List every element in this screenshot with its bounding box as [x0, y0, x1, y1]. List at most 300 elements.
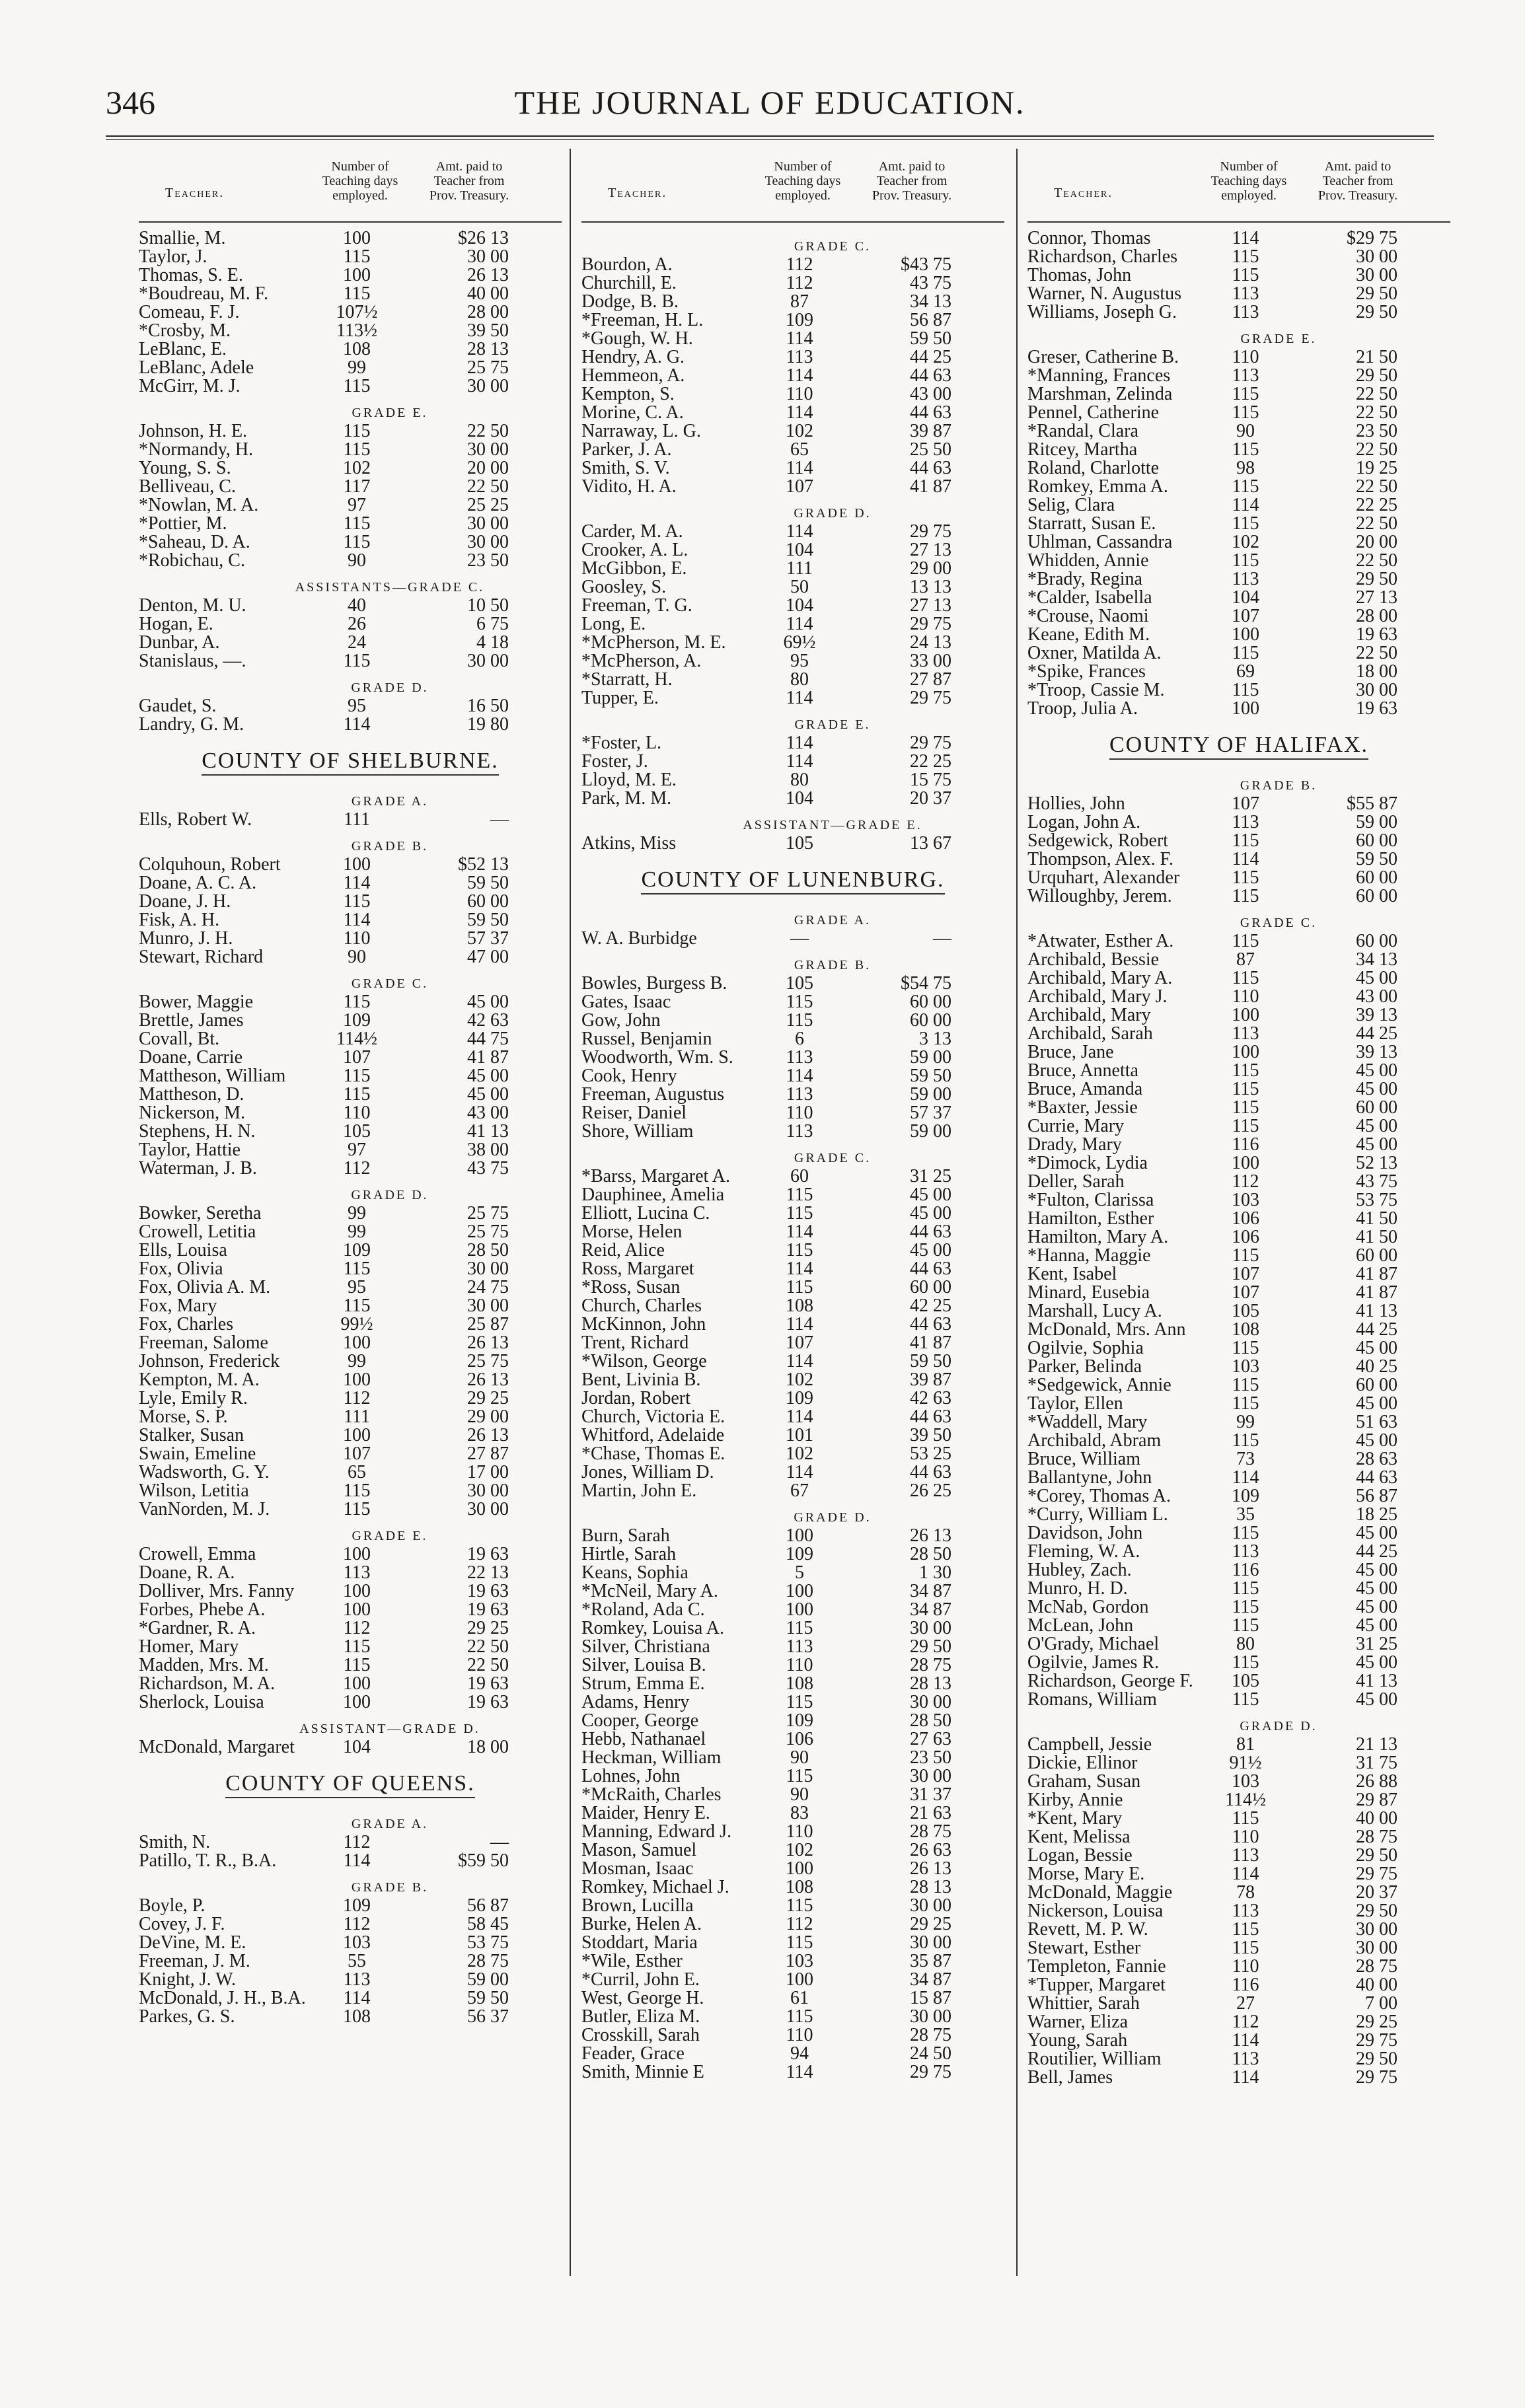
teacher-name: *Chase, Thomas E.: [581, 1443, 725, 1464]
teaching-days: 91½: [1229, 1753, 1262, 1773]
grade-heading: GRADE B.: [351, 1880, 429, 1895]
amount-paid: —: [490, 1832, 509, 1852]
table-row: [581, 1315, 1004, 1334]
teacher-name: LeBlanc, E.: [139, 339, 227, 359]
amount-paid: 39 13: [1356, 1005, 1397, 1025]
teacher-name: Dauphinee, Amelia: [581, 1185, 725, 1205]
table-row: [139, 1085, 562, 1104]
table-row: [139, 1482, 562, 1500]
amount-paid: 28 00: [467, 302, 509, 322]
teaching-days: 114: [1232, 1864, 1259, 1884]
teacher-name: Butler, Eliza M.: [581, 2006, 700, 2027]
teacher-name: *Barss, Margaret A.: [581, 1166, 730, 1186]
table-row: [1027, 1524, 1450, 1543]
teaching-days: 114: [786, 1406, 813, 1427]
teacher-name: *Crosby, M.: [139, 320, 231, 341]
amount-paid: 19 63: [467, 1581, 509, 1601]
amount-paid: 26 13: [467, 1369, 509, 1390]
teacher-name: Landry, G. M.: [139, 714, 244, 735]
teacher-name: Whitford, Adelaide: [581, 1425, 725, 1445]
amount-paid: 23 50: [910, 1747, 951, 1768]
teaching-days: 115: [343, 992, 371, 1012]
teacher-name: Lohnes, John: [581, 1766, 681, 1786]
amount-paid: 52 13: [1356, 1153, 1397, 1173]
teaching-days: 87: [1236, 949, 1255, 970]
teacher-name: Jordan, Robert: [581, 1388, 690, 1408]
teacher-name: Dickie, Ellinor: [1027, 1753, 1138, 1773]
teaching-days: 109: [343, 1010, 371, 1031]
teaching-days: 108: [343, 339, 371, 359]
teaching-days: 100: [1232, 698, 1259, 719]
teaching-days: 115: [343, 421, 371, 441]
grade-heading: GRADE B.: [351, 839, 429, 854]
teaching-days: 107: [1232, 1282, 1259, 1303]
teaching-days: 114: [786, 328, 813, 349]
teaching-days: 115: [786, 1010, 813, 1031]
teacher-name: *Dimock, Lydia: [1027, 1153, 1148, 1173]
table-row: [1027, 1265, 1450, 1284]
table-row: [581, 560, 1004, 578]
teacher-name: Taylor, Ellen: [1027, 1393, 1123, 1414]
teaching-days: 110: [786, 1655, 813, 1675]
amount-paid: 60 00: [1356, 867, 1397, 888]
table-row: [581, 1767, 1004, 1786]
amount-paid: 22 50: [1356, 550, 1397, 571]
teaching-days: 115: [786, 2006, 813, 2027]
teaching-days: 114: [786, 365, 813, 386]
table-row: [139, 1278, 562, 1297]
teacher-name: Heckman, William: [581, 1747, 722, 1768]
teacher-name: Park, M. M.: [581, 788, 672, 809]
amount-paid: 28 75: [910, 1655, 951, 1675]
teacher-name: Narraway, L. G.: [581, 421, 701, 441]
teacher-name: Stanislaus, —.: [139, 651, 246, 671]
teaching-days: 115: [343, 1499, 371, 1519]
table-row: [581, 1297, 1004, 1315]
amount-paid: 45 00: [910, 1185, 951, 1205]
teacher-name: Reiser, Daniel: [581, 1103, 687, 1123]
amount-paid: 30 00: [910, 1618, 951, 1638]
teaching-days: 73: [1236, 1449, 1255, 1469]
teaching-days: 81: [1236, 1734, 1255, 1755]
teaching-days: 107: [786, 1332, 813, 1353]
teacher-name: Covall, Bt.: [139, 1029, 220, 1049]
teacher-name: Hamilton, Esther: [1027, 1208, 1154, 1229]
table-row: [139, 1638, 562, 1656]
table-row: [139, 422, 562, 441]
table-row: [1027, 1809, 1450, 1828]
teacher-name: *Wilson, George: [581, 1351, 707, 1371]
teaching-days: 115: [1232, 246, 1259, 267]
amount-paid: 44 63: [910, 1462, 951, 1482]
table-row: [139, 1971, 562, 1989]
grade-heading: GRADE C.: [351, 976, 429, 991]
table-row: [1027, 1080, 1450, 1099]
amount-paid: 6 75: [476, 614, 509, 634]
amount-paid: 24 50: [910, 2043, 951, 2064]
teaching-days: 115: [786, 1766, 813, 1786]
amount-paid: 41 87: [910, 476, 951, 497]
teacher-name: Archibald, Mary: [1027, 1005, 1151, 1025]
table-row: [1027, 813, 1450, 832]
amount-paid: 45 00: [1356, 1597, 1397, 1617]
teaching-days: 116: [1232, 1975, 1259, 1995]
amount-paid: 39 50: [910, 1425, 951, 1445]
table-row: [581, 1204, 1004, 1223]
teaching-days: 104: [786, 540, 813, 560]
teaching-days: 113: [786, 1121, 813, 1142]
table-row: [581, 2008, 1004, 2026]
teaching-days: 115: [343, 651, 371, 671]
teaching-days: 61: [790, 1988, 809, 2008]
table-row: [139, 652, 562, 671]
table-row: [139, 1952, 562, 1971]
table-row: [1027, 1994, 1450, 2013]
teaching-days: 100: [343, 854, 371, 875]
header-amount-line: Prov. Treasury.: [1318, 188, 1398, 203]
amount-paid: 45 00: [1356, 968, 1397, 988]
teacher-name: Hemmeon, A.: [581, 365, 685, 386]
teacher-name: Archibald, Mary A.: [1027, 968, 1173, 988]
table-row: [1027, 2050, 1450, 2068]
amount-paid: 30 00: [467, 532, 509, 552]
teacher-name: Freeman, Salome: [139, 1332, 268, 1353]
amount-paid: 24 75: [467, 1277, 509, 1297]
teacher-name: Silver, Christiana: [581, 1636, 710, 1657]
table-row: [581, 1582, 1004, 1601]
teaching-days: 110: [343, 1103, 371, 1123]
teaching-days: 98: [1236, 458, 1255, 478]
teaching-days: 115: [1232, 1652, 1259, 1673]
table-row: [1027, 266, 1450, 285]
teaching-days: 95: [348, 1277, 366, 1297]
amount-paid: 30 00: [910, 1692, 951, 1712]
teacher-name: Keans, Sophia: [581, 1562, 688, 1583]
grade-heading: GRADE E.: [352, 406, 428, 420]
teacher-name: Davidson, John: [1027, 1523, 1143, 1543]
amount-paid: 60 00: [1356, 1245, 1397, 1266]
teaching-days: 109: [786, 1388, 813, 1408]
table-row: [1027, 795, 1450, 813]
teaching-days: 101: [786, 1425, 813, 1445]
teaching-days: 90: [1236, 421, 1255, 441]
teacher-name: *Brady, Regina: [1027, 569, 1142, 589]
amount-paid: 45 00: [467, 992, 509, 1012]
teacher-name: Morse, Helen: [581, 1222, 683, 1242]
amount-paid: 27 87: [467, 1443, 509, 1464]
teaching-days: 115: [1232, 384, 1259, 404]
teaching-days: 111: [344, 1406, 370, 1427]
table-row: [581, 1749, 1004, 1767]
teaching-days: 108: [786, 1673, 813, 1694]
amount-paid: 44 25: [910, 347, 951, 367]
teaching-days: 113: [786, 1084, 813, 1105]
teacher-name: Smith, S. V.: [581, 458, 670, 478]
teaching-days: 113: [1232, 283, 1259, 304]
teacher-name: *McNeil, Mary A.: [581, 1581, 718, 1601]
grade-heading: GRADE A.: [351, 1817, 429, 1831]
teaching-days: 100: [786, 1581, 813, 1601]
teaching-days: 115: [786, 1895, 813, 1916]
table-row: [581, 1693, 1004, 1712]
teaching-days: 109: [343, 1240, 371, 1260]
column-header: [581, 149, 1004, 223]
teacher-name: *Baxter, Jessie: [1027, 1097, 1138, 1118]
table-row: [139, 715, 562, 734]
table-row: [1027, 1302, 1450, 1321]
amount-paid: 34 13: [910, 291, 951, 312]
teacher-name: Thomas, John: [1027, 265, 1132, 285]
amount-paid: 45 00: [910, 1240, 951, 1260]
table-row: [1027, 459, 1450, 478]
amount-paid: 40 25: [1356, 1356, 1397, 1377]
grade-heading: GRADE B.: [794, 958, 872, 972]
table-row: [1027, 1883, 1450, 1902]
teaching-days: 117: [343, 476, 371, 497]
teaching-days: 114: [786, 2062, 813, 2082]
teacher-name: *Robichau, C.: [139, 550, 245, 571]
amount-paid: 22 50: [1356, 513, 1397, 534]
amount-paid: 13 67: [910, 833, 951, 854]
table-row: [139, 1352, 562, 1371]
teaching-days: 114: [343, 714, 371, 735]
teaching-days: 115: [1232, 1938, 1259, 1958]
table-row: [581, 2026, 1004, 2045]
grade-heading: ASSISTANTS—GRADE C.: [295, 580, 485, 595]
teaching-days: 115: [343, 891, 371, 912]
teacher-name: *Freeman, H. L.: [581, 310, 704, 330]
teacher-name: Johnson, H. E.: [139, 421, 248, 441]
amount-paid: 22 50: [467, 421, 509, 441]
teaching-days: 115: [1232, 513, 1259, 534]
teacher-name: Comeau, F. J.: [139, 302, 240, 322]
table-row: [581, 578, 1004, 597]
header-days-line: Teaching days: [764, 174, 841, 188]
teaching-days: 110: [1232, 1956, 1259, 1977]
table-row: [1027, 1920, 1450, 1939]
amount-paid: 41 13: [467, 1121, 509, 1142]
amount-paid: 22 50: [467, 476, 509, 497]
table-row: [139, 874, 562, 893]
teacher-name: *Curry, William L.: [1027, 1504, 1168, 1525]
teacher-name: Dolliver, Mrs. Fanny: [139, 1581, 295, 1601]
amount-paid: 29 87: [1356, 1790, 1397, 1810]
teaching-days: 116: [1232, 1560, 1259, 1580]
amount-paid: 41 13: [1356, 1671, 1397, 1691]
header-teacher: Teacher.: [608, 186, 667, 200]
amount-paid: 15 87: [910, 1988, 951, 2008]
teacher-name: Ritcey, Martha: [1027, 439, 1138, 460]
teaching-days: 115: [1232, 1578, 1259, 1599]
amount-paid: 28 13: [910, 1673, 951, 1694]
teaching-days: 114: [786, 402, 813, 423]
table-row: [139, 2008, 562, 2026]
teacher-name: Atkins, Miss: [581, 833, 677, 854]
teaching-days: 115: [1232, 968, 1259, 988]
teacher-name: Stalker, Susan: [139, 1425, 244, 1445]
grade-heading: GRADE E.: [352, 1529, 428, 1543]
teaching-days: 87: [790, 291, 809, 312]
teaching-days: 115: [343, 513, 371, 534]
teacher-name: Lyle, Emily R.: [139, 1388, 248, 1408]
table-row: [581, 367, 1004, 385]
teacher-name: Bower, Maggie: [139, 992, 254, 1012]
teaching-days: 115: [343, 283, 371, 304]
teaching-days: 104: [786, 595, 813, 616]
amount-paid: 23 50: [1356, 421, 1397, 441]
table-row: [1027, 2013, 1450, 2031]
teaching-days: 114: [343, 1850, 371, 1871]
table-row: [1027, 1358, 1450, 1376]
table-row: [1027, 1939, 1450, 1957]
header-teacher: Teacher.: [1054, 186, 1113, 200]
amount-paid: 53 75: [1356, 1190, 1397, 1210]
teacher-name: *Corey, Thomas A.: [1027, 1486, 1171, 1506]
table-row: [581, 1030, 1004, 1048]
amount-paid: 22 50: [1356, 643, 1397, 663]
table-row: [139, 377, 562, 396]
teacher-name: Doane, Carrie: [139, 1047, 243, 1068]
teaching-days: 102: [343, 458, 371, 478]
amount-paid: 59 50: [467, 1988, 509, 2008]
teacher-name: Silver, Louisa B.: [581, 1655, 706, 1675]
table-row: [581, 1564, 1004, 1582]
teaching-days: 99: [348, 1222, 366, 1242]
teaching-days: 95: [790, 651, 809, 671]
teacher-name: Ballantyne, John: [1027, 1467, 1152, 1488]
table-row: [139, 634, 562, 652]
teacher-name: Richardson, George F.: [1027, 1671, 1193, 1691]
table-row: [1027, 1635, 1450, 1654]
teacher-name: Parker, J. A.: [581, 439, 672, 460]
amount-paid: 45 00: [1356, 1615, 1397, 1636]
teacher-name: Stephens, H. N.: [139, 1121, 256, 1142]
teacher-name: Kempton, S.: [581, 384, 675, 404]
amount-paid: 31 37: [910, 1784, 951, 1805]
teacher-name: McDonald, Maggie: [1027, 1882, 1173, 1903]
amount-paid: 21 13: [1356, 1734, 1397, 1755]
teaching-days: 110: [786, 1103, 813, 1123]
grade-heading: ASSISTANT—GRADE D.: [299, 1722, 480, 1736]
table-row: [1027, 496, 1450, 515]
teacher-name: Hogan, E.: [139, 614, 213, 634]
teaching-days: 80: [790, 770, 809, 790]
table-row: [139, 340, 562, 359]
teaching-days: 114: [786, 688, 813, 708]
table-row: [581, 1186, 1004, 1204]
table-row: [581, 459, 1004, 478]
teaching-days: 115: [786, 992, 813, 1012]
teacher-name: Cooper, George: [581, 1710, 699, 1731]
teacher-name: Crowell, Letitia: [139, 1222, 256, 1242]
table-row: [139, 1601, 562, 1619]
teaching-days: 108: [786, 1295, 813, 1316]
table-row: [1027, 515, 1450, 533]
table-row: [581, 1104, 1004, 1122]
teaching-days: 105: [1232, 1671, 1259, 1691]
header-days-line: employed.: [775, 188, 831, 203]
amount-paid: 41 13: [1356, 1301, 1397, 1321]
table-row: [581, 1260, 1004, 1278]
amount-paid: 19 63: [467, 1544, 509, 1564]
teacher-name: Troop, Julia A.: [1027, 698, 1138, 719]
amount-paid: 45 00: [1356, 1393, 1397, 1414]
teacher-name: Johnson, Frederick: [139, 1351, 280, 1371]
teaching-days: 99: [348, 1351, 366, 1371]
amount-paid: 30 00: [910, 1766, 951, 1786]
teacher-name: Parker, Belinda: [1027, 1356, 1142, 1377]
table-row: [1027, 1099, 1450, 1117]
table-row: [581, 752, 1004, 771]
teaching-days: 113: [786, 1636, 813, 1657]
teacher-name: Hollies, John: [1027, 793, 1125, 814]
teacher-name: *Foster, L.: [581, 733, 661, 753]
grade-heading: GRADE E.: [794, 717, 871, 732]
amount-paid: 43 00: [1356, 986, 1397, 1007]
table-row: [139, 1408, 562, 1426]
amount-paid: 45 00: [1356, 1523, 1397, 1543]
table-row: [139, 911, 562, 930]
amount-paid: 19 63: [1356, 698, 1397, 719]
teacher-name: Foster, J.: [581, 751, 648, 772]
teacher-name: Taylor, Hattie: [139, 1140, 241, 1160]
amount-paid: 35 87: [910, 1951, 951, 1971]
table-row: [581, 1048, 1004, 1067]
teaching-days: 100: [343, 1369, 371, 1390]
teaching-days: 115: [786, 1692, 813, 1712]
teacher-name: Young, Sarah: [1027, 2030, 1128, 2051]
amount-paid: 59 00: [467, 1969, 509, 1990]
amount-paid: 29 25: [1356, 2012, 1397, 2032]
amount-paid: 44 63: [910, 458, 951, 478]
teacher-name: DeVine, M. E.: [139, 1932, 246, 1953]
table-row: [1027, 1154, 1450, 1173]
teaching-days: 113: [786, 347, 813, 367]
amount-paid: 25 25: [467, 495, 509, 515]
teacher-name: *Atwater, Esther A.: [1027, 931, 1174, 951]
teacher-name: *Fulton, Clarissa: [1027, 1190, 1154, 1210]
teaching-days: 114½: [336, 1029, 377, 1049]
teacher-name: McDonald, Margaret: [139, 1737, 295, 1757]
amount-paid: 43 00: [467, 1103, 509, 1123]
table-row: [1027, 1339, 1450, 1358]
table-row: [581, 1408, 1004, 1426]
teaching-days: 112: [343, 1388, 371, 1408]
teacher-name: Drady, Mary: [1027, 1134, 1122, 1155]
amount-paid: 30 00: [467, 1259, 509, 1279]
teacher-name: *Sedgewick, Annie: [1027, 1375, 1172, 1395]
teacher-name: Covey, J. F.: [139, 1914, 225, 1934]
table-row: [1027, 869, 1450, 887]
teaching-days: 115: [343, 1259, 371, 1279]
table-row: [1027, 1976, 1450, 1994]
teaching-days: 115: [786, 1932, 813, 1953]
teaching-days: 110: [1232, 986, 1259, 1007]
teaching-days: 110: [343, 928, 371, 949]
table-row: [581, 1223, 1004, 1241]
amount-paid: 29 00: [467, 1406, 509, 1427]
table-row: [581, 771, 1004, 789]
teaching-days: 111: [786, 558, 813, 579]
teacher-name: Mattheson, D.: [139, 1084, 244, 1105]
column-header: [139, 149, 562, 223]
table-row: [581, 671, 1004, 689]
amount-paid: 30 00: [467, 513, 509, 534]
teaching-days: 65: [790, 439, 809, 460]
amount-paid: 17 00: [467, 1462, 509, 1482]
teaching-days: 102: [786, 1443, 813, 1464]
teacher-name: Romkey, Louisa A.: [581, 1618, 724, 1638]
